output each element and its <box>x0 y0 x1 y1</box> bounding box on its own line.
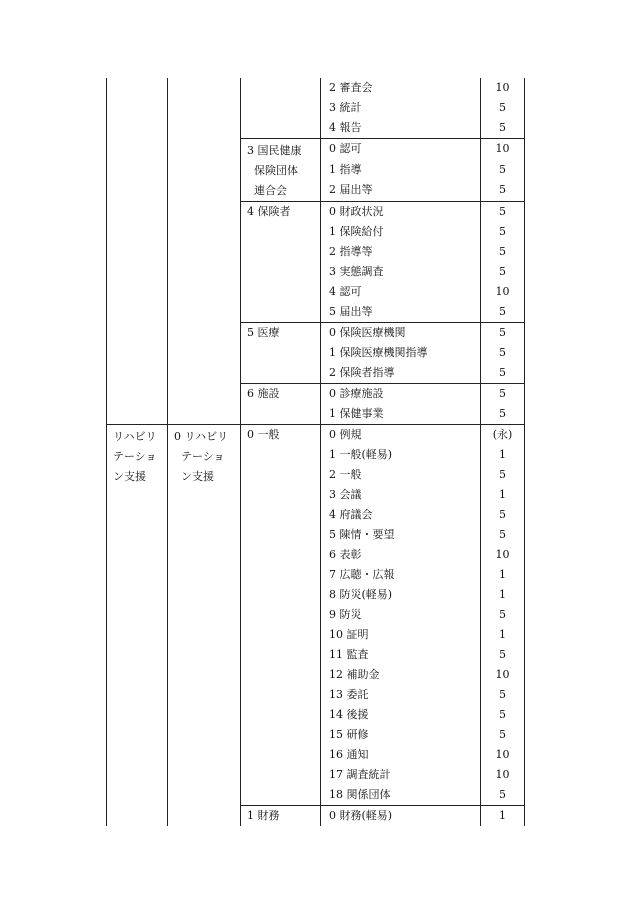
subcategory-cell: 2 審査会 <box>321 78 481 98</box>
subcategory-cell: 3 統計 <box>321 98 481 118</box>
subcategory-cell: 2 指導等 <box>321 242 481 262</box>
retention-years-cell: 10 <box>481 545 525 565</box>
subcategory-cell: 5 届出等 <box>321 302 481 323</box>
subcategory-cell: 3 会議 <box>321 485 481 505</box>
retention-years-cell: 10 <box>481 139 525 160</box>
middle-category-cell <box>168 78 241 425</box>
retention-years-cell: (永) <box>481 425 525 446</box>
subcategory-cell: 0 財政状況 <box>321 202 481 223</box>
retention-years-cell: 10 <box>481 665 525 685</box>
retention-years-cell: 5 <box>481 363 525 384</box>
retention-years-cell: 5 <box>481 605 525 625</box>
retention-years-cell: 1 <box>481 445 525 465</box>
minor-category-cell <box>241 78 321 139</box>
subcategory-cell: 4 府議会 <box>321 505 481 525</box>
retention-years-cell: 10 <box>481 282 525 302</box>
minor-category-cell: 5 医療 <box>241 323 321 384</box>
retention-years-cell: 5 <box>481 202 525 223</box>
minor-category-cell: 0 一般 <box>241 425 321 806</box>
retention-years-cell: 10 <box>481 745 525 765</box>
subcategory-cell: 17 調査統計 <box>321 765 481 785</box>
retention-years-cell: 1 <box>481 625 525 645</box>
retention-years-cell: 5 <box>481 645 525 665</box>
subcategory-cell: 7 広聴・広報 <box>321 565 481 585</box>
retention-years-cell: 5 <box>481 302 525 323</box>
retention-years-cell: 5 <box>481 384 525 405</box>
subcategory-cell: 12 補助金 <box>321 665 481 685</box>
subcategory-cell: 3 実態調査 <box>321 262 481 282</box>
subcategory-cell: 0 財務(軽易) <box>321 806 481 827</box>
minor-category-cell: 6 施設 <box>241 384 321 425</box>
subcategory-cell: 13 委託 <box>321 685 481 705</box>
retention-years-cell: 5 <box>481 242 525 262</box>
major-category-cell: リハビリ テーショ ン支援 <box>107 425 168 827</box>
subcategory-cell: 15 研修 <box>321 725 481 745</box>
major-category-cell <box>107 78 168 425</box>
retention-years-cell: 5 <box>481 725 525 745</box>
subcategory-cell: 0 保険医療機関 <box>321 323 481 344</box>
subcategory-cell: 2 一般 <box>321 465 481 485</box>
retention-years-cell: 5 <box>481 98 525 118</box>
subcategory-cell: 1 保険医療機関指導 <box>321 343 481 363</box>
middle-category-cell: 0 リハビリ テーショ ン支援 <box>168 425 241 827</box>
retention-years-cell: 5 <box>481 262 525 282</box>
retention-years-cell: 5 <box>481 222 525 242</box>
retention-years-cell: 10 <box>481 78 525 98</box>
retention-years-cell: 1 <box>481 585 525 605</box>
retention-years-cell: 5 <box>481 404 525 425</box>
subcategory-cell: 2 届出等 <box>321 180 481 201</box>
subcategory-cell: 18 関係団体 <box>321 785 481 806</box>
retention-years-cell: 5 <box>481 505 525 525</box>
subcategory-cell: 1 保健事業 <box>321 404 481 425</box>
subcategory-cell: 8 防災(軽易) <box>321 585 481 605</box>
retention-years-cell: 5 <box>481 180 525 201</box>
retention-years-cell: 5 <box>481 525 525 545</box>
subcategory-cell: 16 通知 <box>321 745 481 765</box>
minor-category-cell: 3 国民健康 保険団体 連合会 <box>241 139 321 202</box>
subcategory-cell: 9 防災 <box>321 605 481 625</box>
subcategory-cell: 10 証明 <box>321 625 481 645</box>
subcategory-cell: 4 報告 <box>321 118 481 139</box>
retention-years-cell: 5 <box>481 465 525 485</box>
subcategory-cell: 0 例規 <box>321 425 481 446</box>
subcategory-cell: 1 保険給付 <box>321 222 481 242</box>
subcategory-cell: 0 診療施設 <box>321 384 481 405</box>
retention-years-cell: 5 <box>481 160 525 181</box>
subcategory-cell: 1 指導 <box>321 160 481 181</box>
minor-category-cell: 1 財務 <box>241 806 321 827</box>
subcategory-cell: 14 後援 <box>321 705 481 725</box>
retention-years-cell: 10 <box>481 765 525 785</box>
retention-schedule-table <box>106 78 525 826</box>
subcategory-cell: 6 表彰 <box>321 545 481 565</box>
subcategory-cell: 0 認可 <box>321 139 481 160</box>
retention-years-cell: 5 <box>481 705 525 725</box>
retention-years-cell: 1 <box>481 806 525 827</box>
subcategory-cell: 4 認可 <box>321 282 481 302</box>
retention-years-cell: 5 <box>481 343 525 363</box>
minor-category-cell: 4 保険者 <box>241 202 321 323</box>
retention-years-cell: 1 <box>481 565 525 585</box>
retention-years-cell: 5 <box>481 118 525 139</box>
subcategory-cell: 2 保険者指導 <box>321 363 481 384</box>
subcategory-cell: 11 監査 <box>321 645 481 665</box>
retention-years-cell: 5 <box>481 323 525 344</box>
retention-years-cell: 5 <box>481 785 525 806</box>
subcategory-cell: 1 一般(軽易) <box>321 445 481 465</box>
retention-years-cell: 5 <box>481 685 525 705</box>
retention-years-cell: 1 <box>481 485 525 505</box>
subcategory-cell: 5 陳情・要望 <box>321 525 481 545</box>
